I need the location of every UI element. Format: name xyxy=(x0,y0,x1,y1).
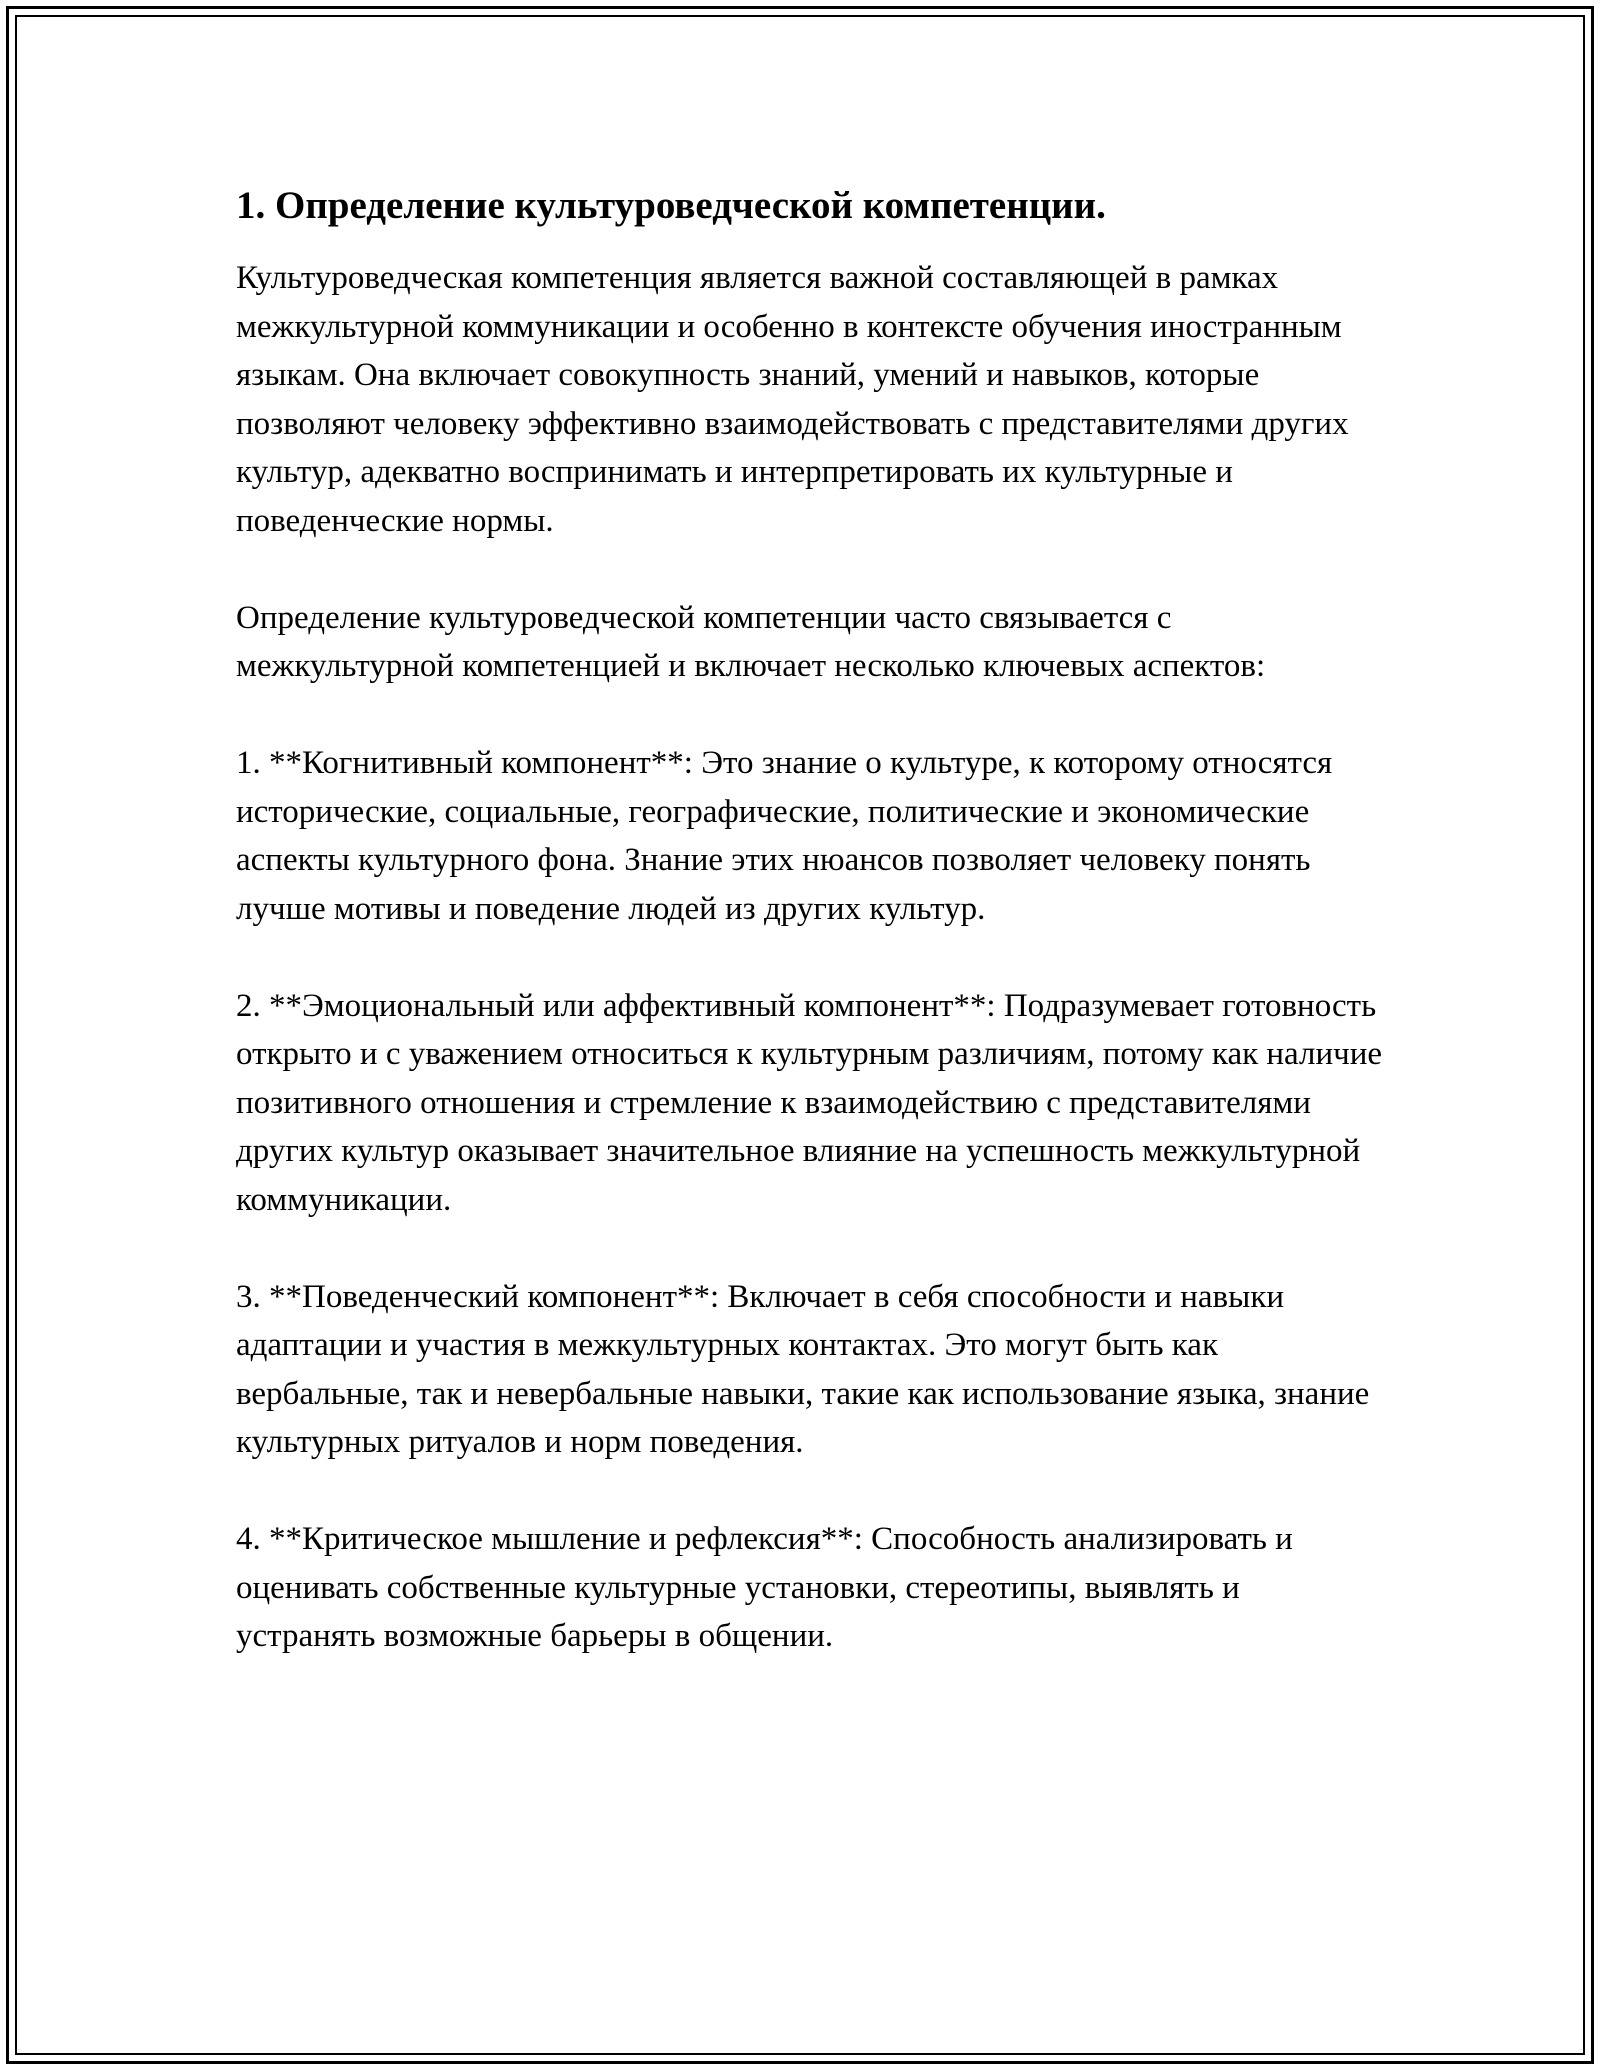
section-heading: 1. Определение культуроведческой компетенции. xyxy=(236,184,1106,227)
list-item-cognitive: 1. **Когнитивный компонент**: Это знание о культуре, к которому относятся исторические, социальные, географические, политические и экономические аспекты культурного фона. Знание этих нюансов позволяет человеку понять лучше мотивы и поведение людей из других культур. xyxy=(236,745,1333,927)
list-item-critical-thinking: 4. **Критическое мышление и рефлексия**: Способность анализировать и оценивать собственные культурные установки, стереотипы, выявлять и устранять возможные барьеры в общении. xyxy=(236,1521,1293,1654)
list-item-emotional: 2. **Эмоциональный или аффективный компонент**: Подразумевает готовность открыто и с уважением относиться к культурным различиям, потому как наличие позитивного отношения и стремление к взаимодействию с представителями других культур оказывает значительное влияние на успешность межкультурной коммуникации. xyxy=(236,987,1383,1218)
document-body xyxy=(236,180,1386,1709)
paragraph-intro: Культуроведческая компетенция является важной составляющей в рамках межкультурной коммуникации и особенно в контексте обучения иностранным языкам. Она включает совокупность знаний, умений и навыков, которые позволяют человеку эффективно взаимодействовать с представителями других культур, адекватно воспринимать и интерпретировать их культурные и поведенческие нормы. xyxy=(236,260,1349,539)
paragraph-definition: Определение культуроведческой компетенции часто связывается с межкультурной компетенцией и включает несколько ключевых аспектов: xyxy=(236,599,1266,684)
list-item-behavioral: 3. **Поведенческий компонент**: Включает в себя способности и навыки адаптации и участия в межкультурных контактах. Это могут быть как вербальные, так и невербальные навыки, такие как использование языка, знание культурных ритуалов и норм поведения. xyxy=(236,1278,1370,1460)
